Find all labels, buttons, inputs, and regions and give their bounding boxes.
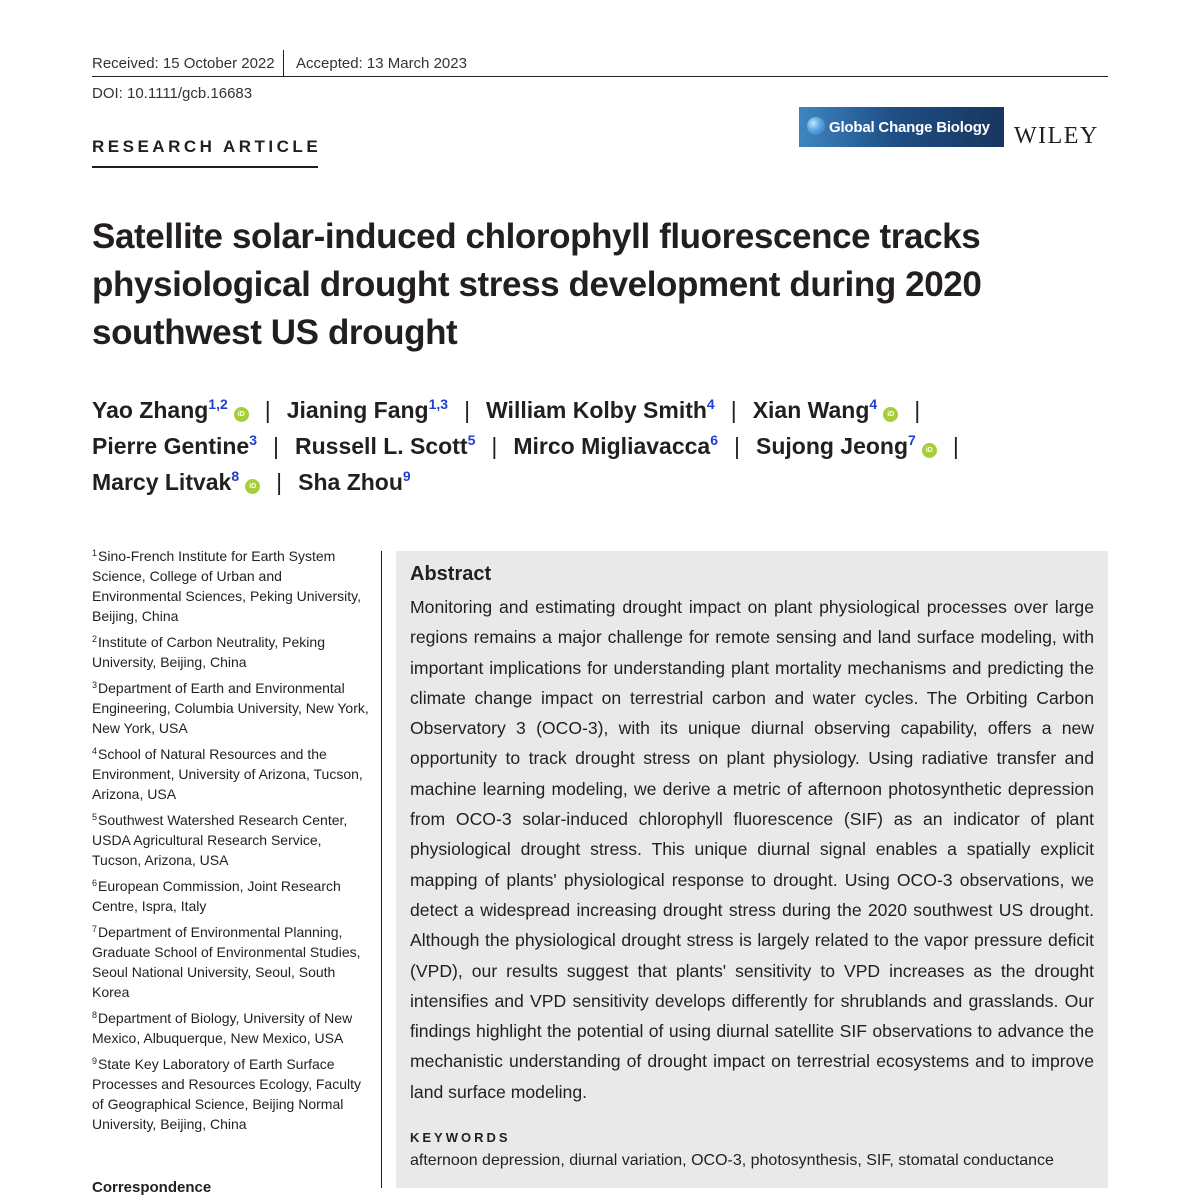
affiliation-ref[interactable]: 4	[869, 396, 878, 412]
author-name: Sha Zhou	[298, 469, 403, 495]
affiliation-ref[interactable]: 4	[706, 396, 715, 412]
affiliation-ref[interactable]: 1,2	[208, 396, 228, 412]
orcid-icon[interactable]: iD	[234, 407, 249, 422]
author[interactable]	[92, 469, 260, 495]
author-name: Xian Wang	[752, 397, 870, 423]
journal-name: Global Change Biology	[829, 118, 990, 136]
author[interactable]	[298, 469, 411, 495]
article-type-underline	[92, 166, 318, 168]
author-separator: |	[491, 433, 498, 459]
affiliation: $^6$European Commission, Joint Research Centre, Ispra, Italy	[92, 878, 341, 914]
correspondence-heading: Correspondence	[92, 1179, 212, 1196]
received-date: Received: 15 October 2022	[92, 55, 275, 72]
affiliation-ref[interactable]: 7	[908, 432, 916, 448]
author-separator: |	[914, 397, 921, 423]
author[interactable]	[513, 433, 718, 459]
affiliation: $^1$Sino-French Institute for Earth System Science, College of Urban and Environmental Sciences, Peking University, Beijing, China	[92, 548, 361, 624]
globe-icon	[807, 117, 825, 135]
orcid-icon[interactable]: iD	[883, 407, 898, 422]
author-name: Jianing Fang	[286, 397, 429, 423]
author-name: Yao Zhang	[92, 397, 209, 423]
author[interactable]	[92, 397, 249, 423]
article-title: Satellite solar-induced chlorophyll fluorescence tracks physiological drought stress development during 2020 southwest US drought	[92, 217, 982, 352]
author[interactable]	[753, 397, 899, 423]
author-separator: |	[273, 433, 280, 459]
article-type: RESEARCH ARTICLE	[92, 137, 322, 156]
publisher-logo[interactable]: WILEY	[1014, 123, 1099, 149]
column-divider	[381, 551, 382, 1188]
affiliation-ref[interactable]: 6	[710, 432, 718, 448]
author-line-2	[92, 428, 1112, 464]
author-name: Sujong Jeong	[755, 433, 909, 459]
author-separator: |	[952, 433, 959, 459]
author[interactable]	[295, 433, 475, 459]
author-separator: |	[264, 397, 271, 423]
author-line-3	[92, 464, 1112, 500]
author[interactable]	[287, 397, 448, 423]
affiliation: $^2$Institute of Carbon Neutrality, Peking University, Beijing, China	[92, 634, 325, 670]
affiliation: $^9$State Key Laboratory of Earth Surface Processes and Resources Ecology, Faculty of Geographical Science, Beijing Normal University, Beijing, China	[92, 1056, 361, 1132]
affiliation: $^4$School of Natural Resources and the Environment, University of Arizona, Tucson, Arizona, USA	[92, 746, 363, 802]
author-separator: |	[734, 433, 740, 459]
author-list	[92, 392, 1112, 500]
affiliation: $^3$Department of Earth and Environmental Engineering, Columbia University, New York, New York, USA	[92, 680, 369, 736]
orcid-icon[interactable]: iD	[922, 443, 937, 458]
orcid-icon[interactable]: iD	[245, 479, 260, 494]
author-separator: |	[464, 397, 471, 423]
affiliation: $^8$Department of Biology, University of New Mexico, Albuquerque, New Mexico, USA	[92, 1010, 353, 1046]
author-separator: |	[730, 397, 737, 423]
keywords-heading: KEYWORDS	[410, 1130, 511, 1145]
author-line-1	[92, 392, 1112, 428]
header-rule	[92, 76, 1108, 77]
affiliation-ref[interactable]: 1,3	[428, 396, 449, 412]
affiliation-ref[interactable]: 5	[467, 432, 476, 448]
author-name: Pierre Gentine	[92, 433, 250, 459]
affiliation: $^7$Department of Environmental Planning, Graduate School of Environmental Studies, Seoul National University, Seoul, South Korea	[92, 924, 361, 1000]
author-separator: |	[276, 469, 283, 495]
author[interactable]	[756, 433, 937, 459]
keywords-list: afternoon depression, diurnal variation, OCO-3, photosynthesis, SIF, stomatal conductance	[410, 1152, 1054, 1169]
affiliation-ref[interactable]: 9	[402, 468, 411, 484]
accepted-date: Accepted: 13 March 2023	[296, 55, 467, 72]
doi-link[interactable]: DOI: 10.1111/gcb.16683	[92, 85, 253, 102]
affiliation-ref[interactable]: 3	[249, 432, 258, 448]
journal-logo[interactable]	[799, 107, 1004, 147]
affiliation-ref[interactable]: 8	[231, 468, 240, 484]
affiliation: $^5$Southwest Watershed Research Center, USDA Agricultural Research Service, Tucson, Arizona, USA	[92, 812, 348, 868]
author-name: Mirco Migliavacca	[513, 433, 711, 459]
author-name: Russell L. Scott	[295, 433, 468, 459]
author-name: Marcy Litvak	[92, 469, 232, 495]
header-separator	[283, 50, 284, 76]
author[interactable]	[486, 397, 715, 423]
author[interactable]	[92, 433, 257, 459]
abstract-heading: Abstract	[410, 563, 492, 585]
author-name: William Kolby Smith	[486, 397, 707, 423]
abstract-text: Monitoring and estimating drought impact on plant physiological processes over large regions remains a major challenge for remote sensing and land surface modeling, with important implications for understanding plant mortality mechanisms and predicting the climate change impact on terrestrial carbon and water cycles. The Orbiting Carbon Observatory 3 (OCO-3), with its unique diurnal observing capability, offers a new opportunity to track drought stress on plant physiology. Using radiative transfer and machine learning modeling, we derive a metric of afternoon photosynthetic depression from OCO-3 solar-induced chlorophyll fluorescence (SIF) as an indicator of plant physiological drought stress. This unique diurnal signal enables a spatially explicit mapping of plants' physiological response to drought. Using OCO-3 observations, we detect a widespread increasing drought stress during the 2020 southwest US drought. Although the physiological drought stress is largely related to the vapor pressure deficit (VPD), our results suggest that plants' sensitivity to VPD increases as the drought intensifies and VPD sensitivity develops differently for shrublands and grasslands. Our findings highlight the potential of using diurnal satellite SIF observations to advance the mechanistic understanding of drought impact on terrestrial ecosystems and to improve land surface modeling.	[410, 597, 1094, 1102]
affiliations	[92, 546, 372, 1140]
